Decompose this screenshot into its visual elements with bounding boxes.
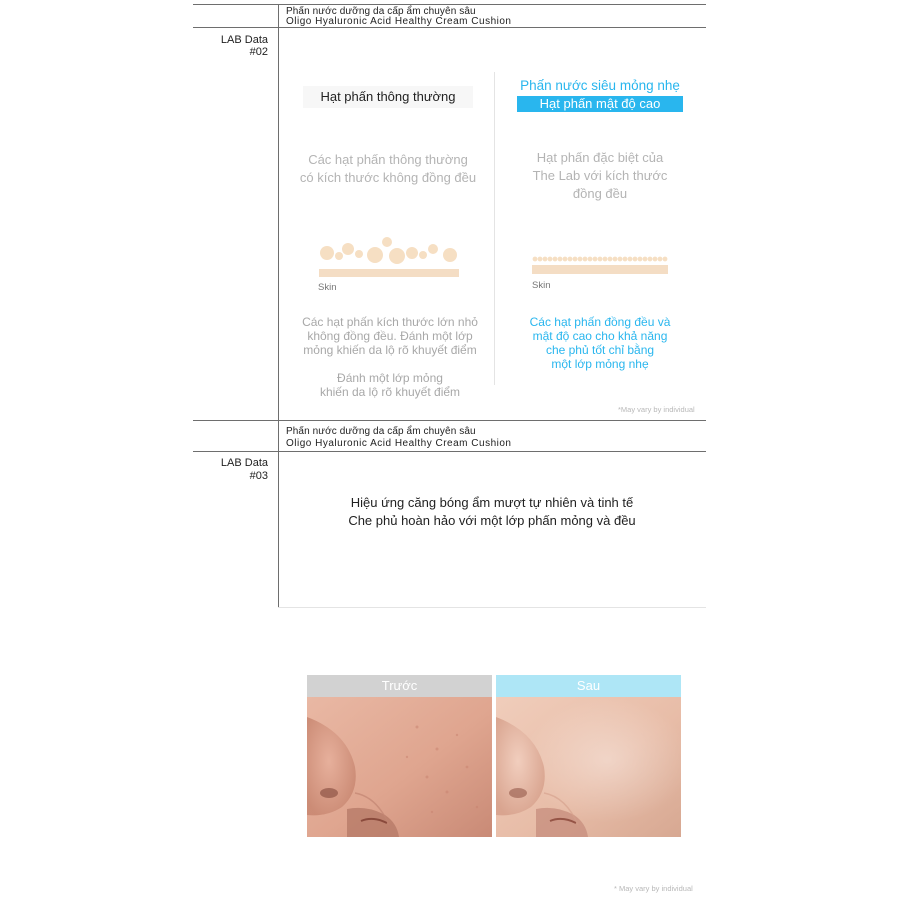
regular-powder-caption2-2: khiến da lộ rõ khuyết điểm bbox=[319, 385, 461, 399]
regular-powder-diagram bbox=[315, 230, 465, 280]
section-03-top-border bbox=[193, 420, 706, 421]
powder-particle bbox=[355, 250, 363, 258]
dense-powder-diagram bbox=[530, 252, 672, 278]
powder-particle bbox=[553, 257, 558, 262]
section-02-lab-label: LAB Data bbox=[220, 34, 268, 46]
powder-particle bbox=[593, 257, 598, 262]
after-label: Sau bbox=[576, 678, 601, 693]
section-02-header-vi: Phấn nước dưỡng da cấp ẩm chuyên sâu bbox=[286, 6, 476, 17]
powder-particle bbox=[598, 257, 603, 262]
section-03-content-divider bbox=[278, 607, 706, 608]
regular-powder-caption-3: mỏng khiến da lộ rõ khuyết điểm bbox=[303, 343, 477, 357]
powder-particle bbox=[543, 257, 548, 262]
powder-particle bbox=[623, 257, 628, 262]
section-03-disclaimer: * May vary by individual bbox=[614, 884, 693, 893]
powder-particle bbox=[406, 247, 418, 259]
powder-particle bbox=[628, 257, 633, 262]
powder-particle bbox=[608, 257, 613, 262]
dense-powder-caption-1: Các hạt phấn đồng đều và bbox=[529, 315, 671, 329]
section-02-header-en: Oligo Hyaluronic Acid Healthy Cream Cushion bbox=[286, 16, 512, 27]
after-label-bar bbox=[496, 675, 681, 697]
section-02-disclaimer: *May vary by individual bbox=[618, 405, 695, 414]
section-02-left-rule bbox=[278, 4, 279, 420]
powder-particle bbox=[382, 237, 392, 247]
powder-particle bbox=[558, 257, 563, 262]
section-02-header-divider bbox=[193, 27, 706, 28]
before-label-bar bbox=[307, 675, 492, 697]
powder-particle bbox=[588, 257, 593, 262]
section-02-lab-number: #02 bbox=[249, 46, 268, 58]
powder-particle bbox=[648, 257, 653, 262]
thin-powder-desc-2: The Lab với kích thước bbox=[532, 168, 668, 183]
powder-particle bbox=[563, 257, 568, 262]
skin-bar bbox=[319, 269, 459, 277]
dense-skin-label: Skin bbox=[532, 280, 551, 291]
powder-particle bbox=[573, 257, 578, 262]
powder-particle bbox=[658, 257, 663, 262]
powder-particle bbox=[578, 257, 583, 262]
powder-particle bbox=[443, 248, 457, 262]
section-03-header-divider bbox=[193, 451, 706, 452]
before-skin-photo bbox=[307, 697, 492, 837]
powder-particle bbox=[335, 252, 343, 260]
regular-powder-caption-1: Các hạt phấn kích thước lớn nhỏ bbox=[302, 315, 478, 329]
thin-powder-desc-3: đồng đều bbox=[572, 186, 628, 201]
section-03-header-vi: Phấn nước dưỡng da cấp ẩm chuyên sâu bbox=[286, 426, 476, 437]
thin-powder-desc-1: Hạt phấn đặc biệt của bbox=[536, 150, 664, 165]
section-03-lab-label: LAB Data bbox=[220, 457, 268, 469]
top-border bbox=[193, 4, 706, 5]
powder-particle bbox=[538, 257, 543, 262]
dense-powder-caption-3: che phủ tốt chỉ bằng bbox=[545, 343, 655, 357]
section-03-lab-number: #03 bbox=[249, 470, 268, 482]
before-label: Trước bbox=[381, 678, 418, 693]
regular-powder-title-text: Hạt phấn thông thường bbox=[320, 89, 456, 104]
powder-particle bbox=[633, 257, 638, 262]
powder-particle bbox=[663, 257, 668, 262]
dense-powder-badge bbox=[517, 96, 683, 112]
regular-powder-title bbox=[303, 86, 473, 108]
section-03-header-en: Oligo Hyaluronic Acid Healthy Cream Cushion bbox=[286, 438, 512, 449]
powder-particle bbox=[653, 257, 658, 262]
skin-bar bbox=[532, 265, 668, 274]
thin-powder-title: Phấn nước siêu mỏng nhẹ bbox=[520, 78, 680, 93]
dense-powder-badge-text: Hạt phấn mật độ cao bbox=[539, 96, 661, 111]
dense-powder-caption-4: một lớp mỏng nhẹ bbox=[551, 357, 649, 371]
regular-powder-caption2-1: Đánh một lớp mỏng bbox=[337, 371, 443, 385]
powder-particle bbox=[548, 257, 553, 262]
powder-particle bbox=[342, 243, 354, 255]
powder-particle bbox=[428, 244, 438, 254]
powder-particle bbox=[583, 257, 588, 262]
regular-powder-desc-2: có kích thước không đồng đều bbox=[299, 170, 477, 185]
powder-particle bbox=[638, 257, 643, 262]
regular-powder-caption-2: không đồng đều. Đánh một lớp bbox=[307, 329, 473, 343]
powder-particle bbox=[613, 257, 618, 262]
section-03-headline-1: Hiệu ứng căng bóng ẩm mượt tự nhiên và tinh tế bbox=[350, 495, 634, 510]
powder-particle bbox=[533, 257, 538, 262]
powder-particle bbox=[568, 257, 573, 262]
after-skin-photo bbox=[496, 697, 681, 837]
dense-powder-caption-2: mật độ cao cho khả năng bbox=[532, 329, 668, 343]
powder-particle bbox=[320, 246, 334, 260]
powder-particle bbox=[643, 257, 648, 262]
section-03-headline-2: Che phủ hoàn hảo với một lớp phấn mỏng và đều bbox=[348, 513, 636, 528]
regular-skin-label: Skin bbox=[318, 282, 337, 293]
powder-particle bbox=[419, 251, 427, 259]
powder-particle bbox=[603, 257, 608, 262]
powder-particle bbox=[367, 247, 383, 263]
powder-particle bbox=[618, 257, 623, 262]
powder-particle bbox=[389, 248, 405, 264]
regular-powder-desc-1: Các hạt phấn thông thường bbox=[308, 152, 468, 167]
